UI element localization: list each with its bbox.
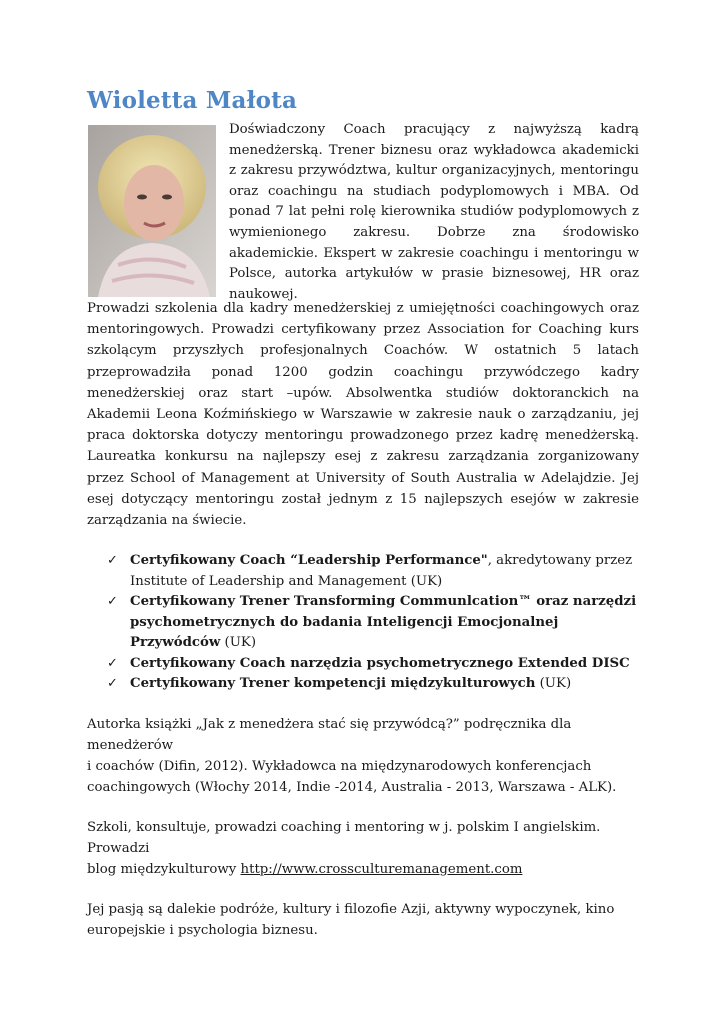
intro-section: [87, 120, 639, 302]
cert-title: Certyfikowany Trener Transforming Communlcation™ oraz narzędzi: [130, 594, 637, 610]
passion-line: Jej pasją są dalekie podróże, kultury i filozofie Azji, aktywny wypoczynek, kino: [87, 901, 615, 917]
cert-title: Certyfikowany Coach narzędzia psychometrycznego Extended DISC: [130, 655, 630, 671]
cert-title: Certyfikowany Coach “Leadership Performance": [130, 553, 488, 569]
cert-item: [87, 654, 639, 675]
blog-line: Szkoli, konsultuje, prowadzi coaching i mentoring w j. polskim I angielskim. Prowadzi: [87, 819, 601, 856]
cert-detail: , akredytowany przez: [487, 553, 633, 569]
profile-photo: [88, 125, 216, 297]
book-section: [87, 714, 639, 798]
bio-paragraph: Prowadzi szkolenia dla kadry menedżerskiej z umiejętności coachingowych oraz mentoringowych. Prowadzi certyfikowany przez Association for Coaching kurs szkolącym przyszłych profesjonalnych Coachów. W ostatnich 5 latach przeprowadziła ponad 1200 godzin coachingu przywódczego kadry menedżerskiej oraz start –upów. Absolwentka studiów doktoranckich na Akademii Leona Koźmińskiego w Warszawie w zakresie nauk o zarządzaniu, jej praca doktorska dotyczy mentoringu prowadzonego przez kadrę menedżerską. Laureatka konkursu na najlepszy esej z zakresu zarządzania zorganizowany przez School of Management at University of South Australia w Adelajdzie. Jej esej dotyczący mentoringu został jednym z 15 najlepszych esejów w zakresie zarządzania na świecie.: [87, 301, 639, 529]
passion-section: [87, 899, 639, 941]
check-icon: ✓: [107, 676, 118, 692]
document-page: [87, 86, 639, 941]
book-line: Autorka książki „Jak z menedżera stać się przywódcą?” podręcznika dla menedżerów: [87, 716, 572, 753]
cert-title: Certyfikowany Trener kompetencji międzykulturowych: [130, 676, 536, 692]
page-title: Wioletta Małota: [87, 87, 298, 114]
blog-prefix: blog międzykulturowy: [87, 861, 241, 877]
cert-detail: (UK): [220, 635, 257, 651]
blog-link[interactable]: http://www.crossculturemanagement.com: [240, 861, 523, 877]
check-icon: ✓: [107, 655, 118, 671]
cert-item: [87, 592, 639, 654]
cert-item: [87, 674, 639, 695]
book-line: coachingowych (Włochy 2014, Indie -2014, Australia - 2013, Warszawa - ALK).: [87, 779, 617, 795]
certification-list: [87, 551, 639, 695]
cert-detail: (UK): [535, 676, 572, 692]
check-icon: ✓: [107, 594, 118, 610]
blog-line: [87, 859, 639, 880]
passion-line: europejskie i psychologia biznesu.: [87, 922, 318, 938]
intro-text: Doświadczony Coach pracujący z najwyższą kadrą menedżerską. Trener biznesu oraz wykładowca akademicki z zakresu przywództwa, kultur organizacyjnych, mentoringu oraz coachingu na studiach podyplomowych i MBA. Od ponad 7 lat pełni rolę kierownika studiów podyplomowych z wymienionego zakresu. Dobrze zna środowisko akademickie. Ekspert w zakresie coachingu i mentoringu w Polsce, autorka artykułów w prasie biznesowej, HR oraz naukowej.: [229, 122, 639, 302]
cert-item: [87, 551, 639, 592]
cert-title: psychometrycznych do badania Inteligencji Emocjonalnej Przywódców: [130, 614, 559, 651]
book-line: i coachów (Difin, 2012). Wykładowca na międzynarodowych konferencjach: [87, 758, 592, 774]
check-icon: ✓: [107, 553, 118, 569]
blog-section: [87, 817, 639, 880]
portrait-image: [88, 125, 216, 297]
cert-detail: Institute of Leadership and Management (UK): [130, 573, 443, 589]
